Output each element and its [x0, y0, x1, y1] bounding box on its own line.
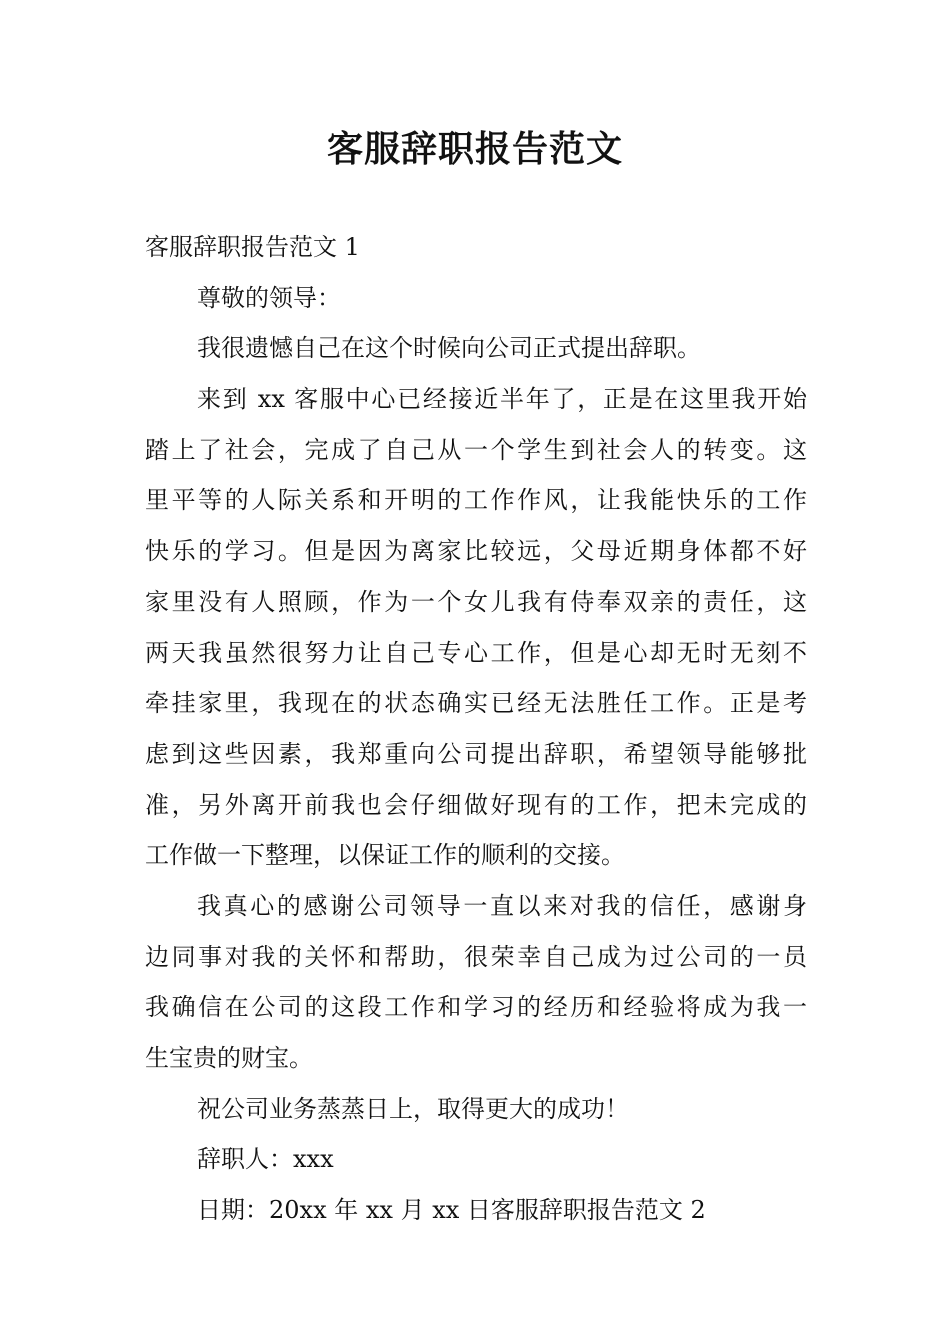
- paragraph-line: 虑到这些因素，我郑重向公司提出辞职，希望领导能够批: [145, 739, 807, 768]
- paragraph-line: 我真心的感谢公司领导一直以来对我的信任，感谢身: [197, 891, 807, 920]
- paragraph-line: 准，另外离开前我也会仔细做好现有的工作，把未完成的: [145, 790, 807, 819]
- paragraph-line: 里平等的人际关系和开明的工作作风，让我能快乐的工作: [145, 486, 807, 515]
- section-heading: 客服辞职报告范文 1: [145, 233, 360, 261]
- paragraph-line: 家里没有人照顾，作为一个女儿我有侍奉双亲的责任，这: [145, 587, 807, 616]
- paragraph-line: 我确信在公司的这段工作和学习的经历和经验将成为我一: [145, 993, 807, 1022]
- salutation: 尊敬的领导：: [197, 283, 341, 312]
- closing-wish: 祝公司业务蒸蒸日上，取得更大的成功！: [197, 1094, 629, 1123]
- paragraph-line: 生宝贵的财宝。: [145, 1044, 313, 1072]
- paragraph-line: 牵挂家里，我现在的状态确实已经无法胜任工作。正是考: [145, 689, 807, 718]
- paragraph-line: 工作做一下整理，以保证工作的顺利的交接。: [145, 841, 625, 870]
- paragraph-line: 我很遗憾自己在这个时候向公司正式提出辞职。: [197, 334, 701, 363]
- paragraph-line: 踏上了社会，完成了自己从一个学生到社会人的转变。这: [145, 435, 807, 464]
- paragraph-line: 快乐的学习。但是因为离家比较远，父母近期身体都不好: [145, 537, 807, 566]
- document-body: [145, 222, 807, 1236]
- date-line: 日期：20xx 年 xx 月 xx 日客服辞职报告范文 2: [197, 1196, 706, 1225]
- paragraph-line: 来到 xx 客服中心已经接近半年了，正是在这里我开始: [197, 385, 807, 414]
- paragraph-line: 边同事对我的关怀和帮助，很荣幸自己成为过公司的一员: [145, 942, 807, 971]
- resigner-signature: 辞职人：xxx: [197, 1145, 334, 1174]
- paragraph-line: 两天我虽然很努力让自己专心工作，但是心却无时无刻不: [145, 638, 807, 667]
- document-title: 客服辞职报告范文: [326, 129, 623, 170]
